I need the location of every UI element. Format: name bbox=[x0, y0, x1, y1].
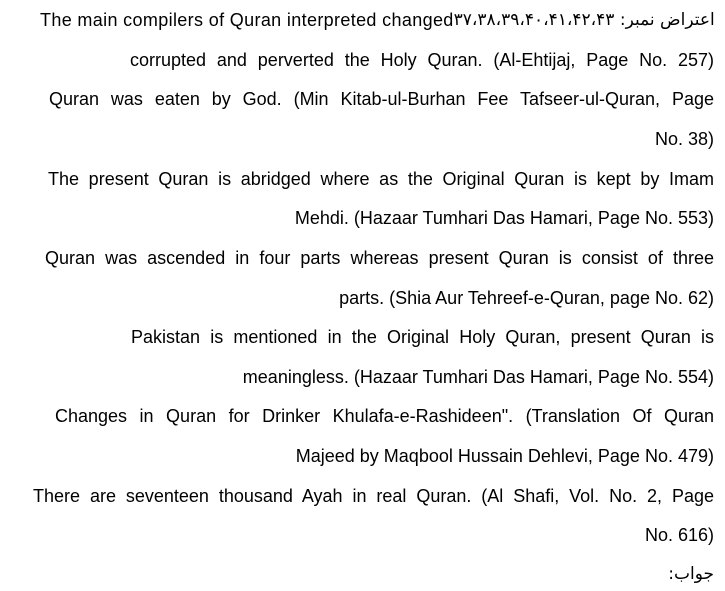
text-line-10: meaningless. (Hazaar Tumhari Das Hamari, Page No. 554) bbox=[242, 367, 714, 387]
text-line-14: No. 616) bbox=[644, 525, 714, 545]
text-line-8: parts. (Shia Aur Tehreef-e-Quran, page No. 62) bbox=[339, 288, 714, 308]
text-line-11: Changes in Quran for Drinker Khulafa-e-Rashideen". (Translation Of Quran bbox=[55, 406, 714, 426]
text-line-7: Quran was ascended in four parts whereas present Quran is consist of three bbox=[45, 248, 714, 268]
text-line-6: Mehdi. (Hazaar Tumhari Das Hamari, Page No. 553) bbox=[294, 208, 714, 228]
text-line-4: No. 38) bbox=[654, 129, 714, 149]
text-line-9: Pakistan is mentioned in the Original Holy Quran, present Quran is bbox=[131, 327, 714, 347]
text-line-13: There are seventeen thousand Ayah in real Quran. (Al Shafi, Vol. No. 2, Page bbox=[33, 486, 714, 506]
answer-label-urdu: جواب: bbox=[668, 564, 714, 584]
text-line-5: The present Quran is abridged where as the Original Quran is kept by Imam bbox=[48, 169, 714, 189]
objection-number-urdu: اعتراض نمبر: ۳۷،۳۸،۳۹،۴۰،۴۱،۴۲،۴۳ bbox=[453, 10, 715, 30]
text-line-3: Quran was eaten by God. (Min Kitab-ul-Burhan Fee Tafseer-ul-Quran, Page bbox=[49, 89, 714, 109]
text-line-1 bbox=[40, 9, 714, 31]
text-line-12: Majeed by Maqbool Hussain Dehlevi, Page No. 479) bbox=[295, 446, 714, 466]
line-1-english: The main compilers of Quran interpreted changed bbox=[40, 10, 454, 30]
text-line-2: corrupted and perverted the Holy Quran. (Al-Ehtijaj, Page No. 257) bbox=[130, 50, 714, 70]
